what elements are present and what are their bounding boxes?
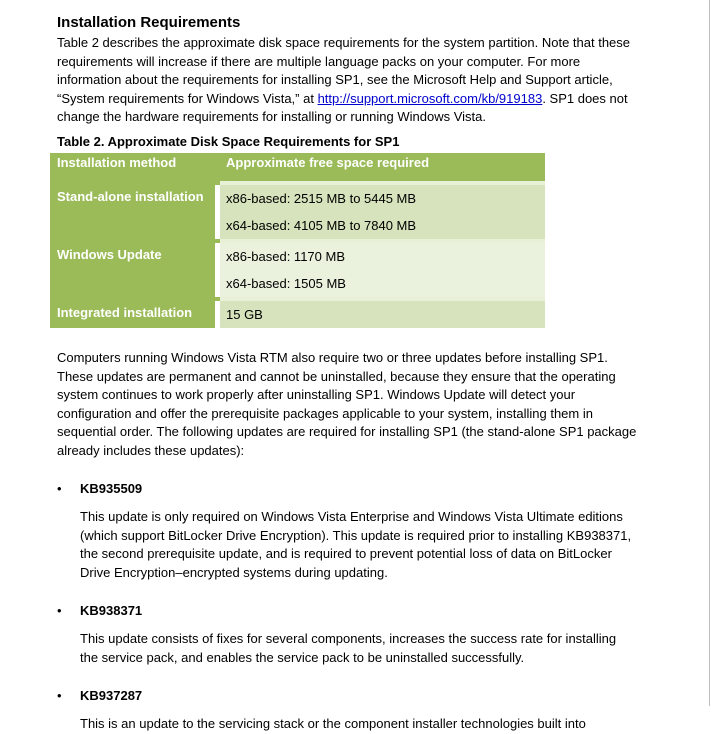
table-cell: x64-based: 1505 MB bbox=[220, 270, 545, 297]
intro-text: Table 2 describes the approximate disk space requirements for the system partition. Note that these requirements will increase if there are multiple language packs on your computer. For more information about the requirements for installing SP1, see the Microsoft Help and Support article, “System requirements for Windows Vista,” at bbox=[57, 35, 631, 106]
table-row bbox=[50, 185, 545, 212]
table-cell: x86-based: 1170 MB bbox=[220, 243, 545, 270]
prerequisites-paragraph: Computers running Windows Vista RTM also require two or three updates before installing SP1. These updates are permanent and cannot be uninstalled, because they ensure that the operating system continues to work properly after uninstalling SP1. Windows Update will detect your configuration and offer the prerequisite packages applicable to your system, installing them in sequential order. The following updates are required for installing SP1 (the stand-alone SP1 package already includes these updates): bbox=[57, 350, 637, 458]
bullet-icon: • bbox=[57, 481, 62, 496]
table-row bbox=[50, 243, 545, 270]
table-header-row bbox=[50, 153, 545, 181]
section-heading: Installation Requirements bbox=[57, 14, 241, 31]
update-description: This is an update to the servicing stack or the component installer technologies built into bbox=[80, 716, 586, 731]
update-kb-number: KB938371 bbox=[80, 603, 143, 618]
row-label-windows-update: Windows Update bbox=[50, 243, 220, 297]
row-label-integrated: Integrated installation bbox=[50, 301, 220, 328]
update-description: This update consists of fixes for several components, increases the success rate for installing the service pack, and enables the service pack to be uninstalled successfully. bbox=[80, 631, 617, 665]
list-item bbox=[57, 687, 657, 734]
disk-space-table bbox=[50, 153, 545, 328]
document-content bbox=[57, 14, 657, 731]
table-cell: 15 GB bbox=[220, 301, 545, 328]
list-item bbox=[57, 480, 657, 582]
table-row bbox=[50, 301, 545, 328]
scrollbar-track[interactable] bbox=[710, 0, 725, 706]
table-cell: x64-based: 4105 MB to 7840 MB bbox=[220, 212, 545, 239]
table-cell: x86-based: 2515 MB to 5445 MB bbox=[220, 185, 545, 212]
intro-paragraph bbox=[57, 34, 637, 127]
intro-text-end: . SP1 does not change the hardware requirements for installing or running Windows Vista. bbox=[57, 90, 628, 124]
update-kb-number: KB937287 bbox=[80, 688, 143, 703]
bullet-icon: • bbox=[57, 603, 62, 618]
update-description: This update is only required on Windows Vista Enterprise and Windows Vista Ultimate editions (which support BitLocker Drive Encryption). This update is required prior to installing KB938371, the second prerequisite update, and is required to prevent potential loss of data on BitLocker Drive Encryption–encrypted systems during updating. bbox=[80, 509, 632, 580]
update-kb-number: KB935509 bbox=[80, 481, 143, 496]
list-item bbox=[57, 602, 657, 667]
column-header-space: Approximate free space required bbox=[220, 153, 545, 181]
row-label-standalone: Stand-alone installation bbox=[50, 185, 220, 239]
bullet-icon: • bbox=[57, 688, 62, 703]
support-article-link[interactable]: http://support.microsoft.com/kb/919183 bbox=[317, 90, 543, 106]
column-header-method: Installation method bbox=[50, 153, 220, 181]
table-caption: Table 2. Approximate Disk Space Requirements for SP1 bbox=[57, 133, 400, 149]
updates-list bbox=[57, 480, 657, 734]
